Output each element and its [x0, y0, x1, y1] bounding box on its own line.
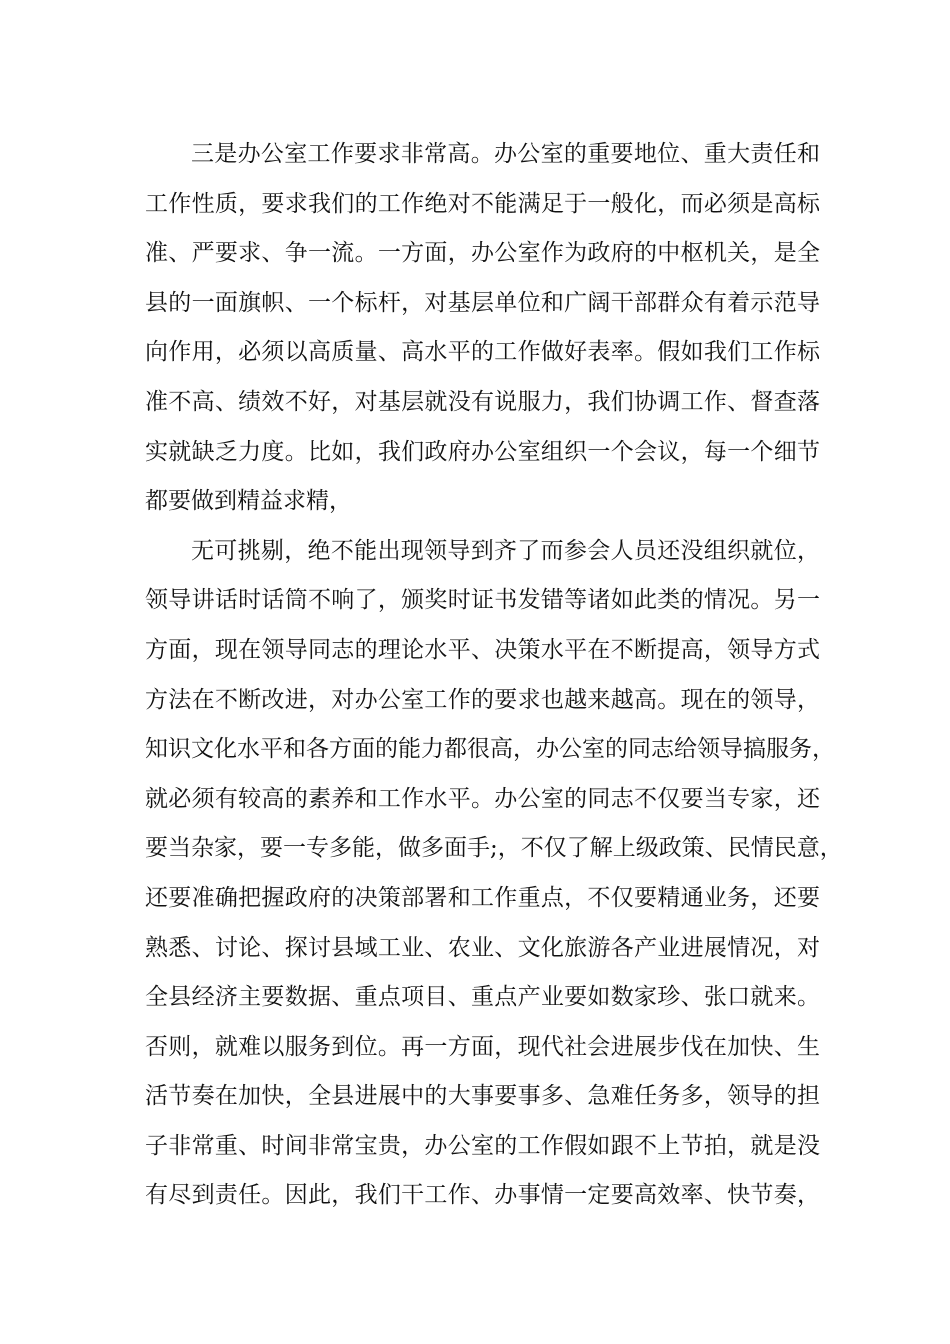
paragraph-line: 工作性质，要求我们的工作绝对不能满足于一般化，而必须是高标 — [145, 190, 820, 217]
paragraph-line: 方面，现在领导同志的理论水平、决策水平在不断提高，领导方式 — [145, 636, 820, 663]
paragraph-line: 县的一面旗帜、一个标杆，对基层单位和广阔干部群众有着示范导 — [145, 289, 820, 316]
paragraph-line: 实就缺乏力度。比如，我们政府办公室组织一个会议，每一个细节 — [145, 438, 820, 465]
paragraph-line: 向作用，必须以高质量、高水平的工作做好表率。假如我们工作标 — [145, 339, 820, 366]
paragraph-line: 都要做到精益求精， — [145, 488, 352, 515]
paragraph-line: 还要准确把握政府的决策部署和工作重点，不仅要精通业务，还要 — [145, 884, 820, 911]
paragraph-line: 三是办公室工作要求非常高。办公室的重要地位、重大责任和 — [191, 141, 820, 167]
document-body — [145, 130, 843, 1221]
paragraph-line: 子非常重、时间非常宝贵，办公室的工作假如跟不上节拍，就是没 — [145, 1132, 820, 1159]
paragraph-line: 知识文化水平和各方面的能力都很高，办公室的同志给领导搞服务， — [145, 736, 835, 763]
paragraph-line: 无可挑剔，绝不能出现领导到齐了而参会人员还没组织就位， — [191, 537, 820, 564]
paragraph-line: 否则，就难以服务到位。再一方面，现代社会进展步伐在加快、生 — [145, 1033, 820, 1060]
paragraph-line: 领导讲话时话筒不响了，颁奖时证书发错等诸如此类的情况。另一 — [145, 587, 820, 614]
paragraph-line: 要当杂家，要一专多能，做多面手;，不仅了解上级政策、民情民意， — [145, 835, 843, 862]
paragraph-line: 准、严要求、争一流。一方面，办公室作为政府的中枢机关，是全 — [145, 240, 820, 267]
paragraph-line: 准不高、绩效不好，对基层就没有说服力，我们协调工作、督查落 — [145, 388, 820, 415]
paragraph-line: 活节奏在加快，全县进展中的大事要事多、急难任务多，领导的担 — [145, 1083, 820, 1110]
paragraph-line: 方法在不断改进，对办公室工作的要求也越来越高。现在的领导， — [145, 686, 820, 713]
paragraph-line: 有尽到责任。因此，我们干工作、办事情一定要高效率、快节奏， — [145, 1182, 820, 1209]
paragraph-line: 熟悉、讨论、探讨县域工业、农业、文化旅游各产业进展情况，对 — [145, 934, 820, 961]
paragraph-line: 全县经济主要数据、重点项目、重点产业要如数家珍、张口就来。 — [145, 984, 820, 1011]
paragraph-line: 就必须有较高的素养和工作水平。办公室的同志不仅要当专家，还 — [145, 785, 820, 812]
